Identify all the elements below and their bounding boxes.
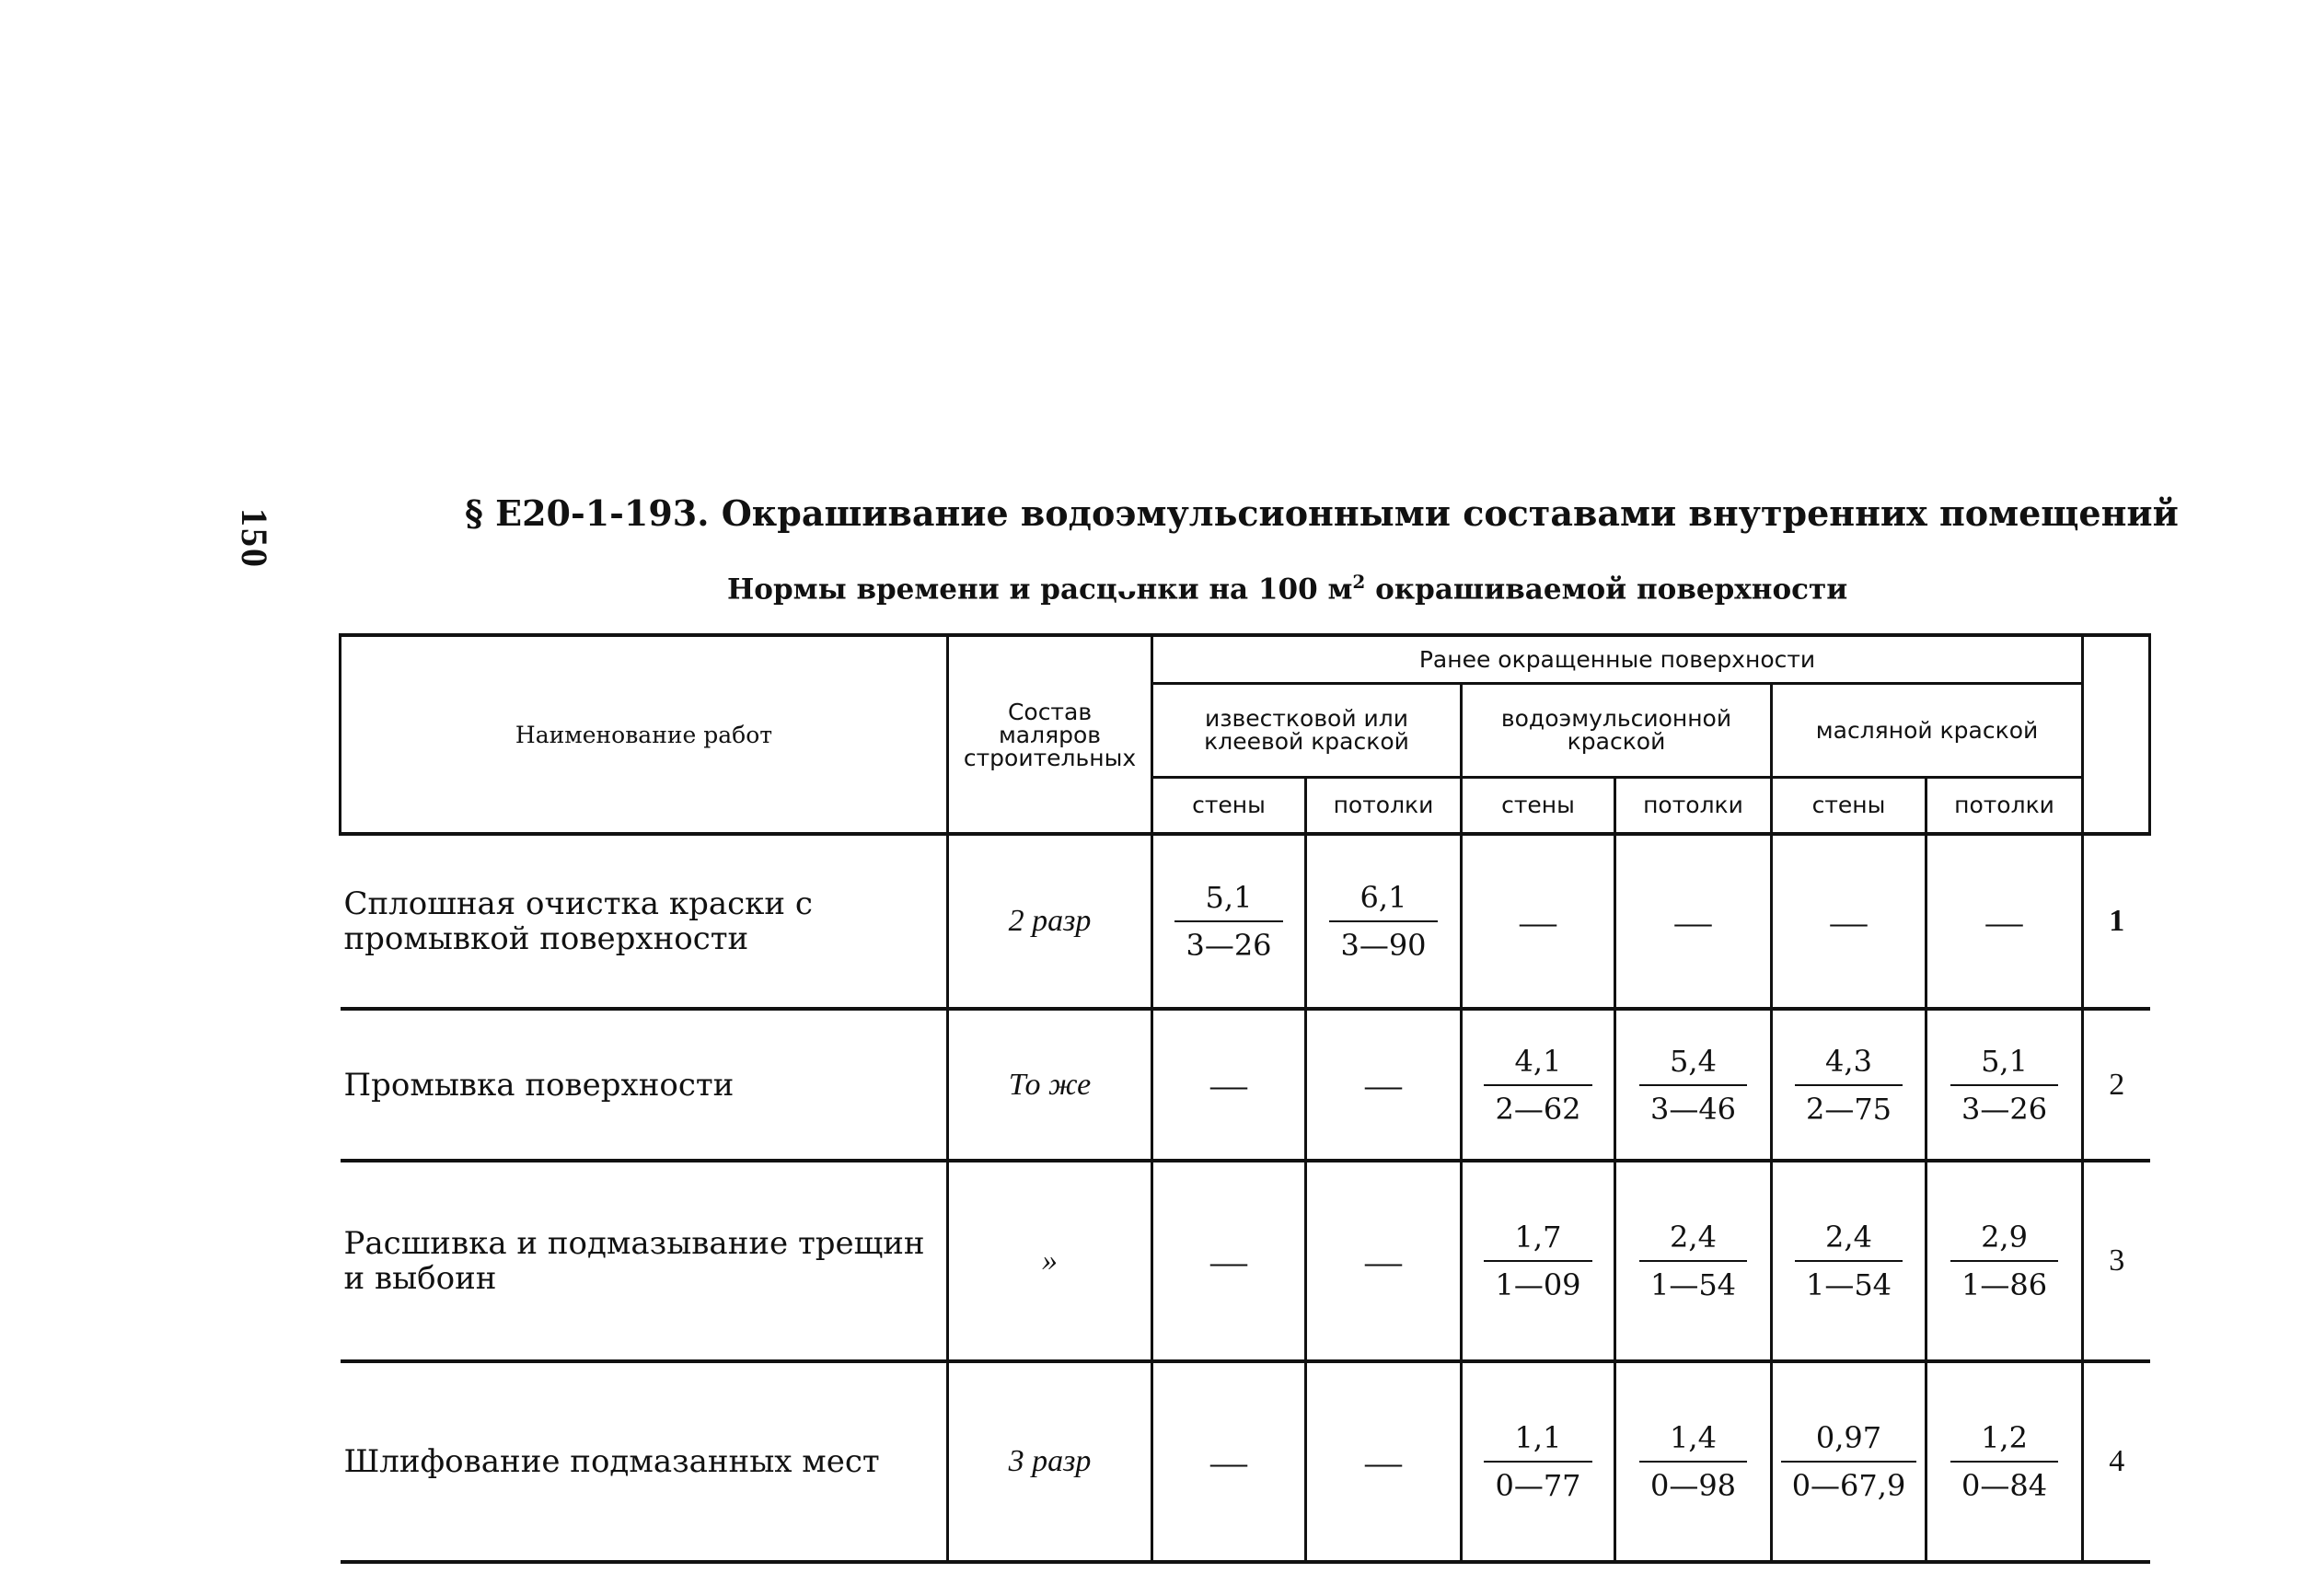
rate-fraction [1639,1044,1747,1127]
header-crew-label: Состав маляров строительных [963,698,1137,771]
value-cell [1615,1361,1772,1562]
rate-fraction [1484,1420,1591,1503]
rate-price: 3—26 [1961,1091,2048,1127]
header-ceilings: потолки [1926,777,2083,834]
rate-fraction [1950,1044,2058,1127]
header-group-water: водоэмульсионной краской [1462,683,1772,777]
header-ceilings: потолки [1306,777,1462,834]
subtitle-post: окрашиваемой поверхности [1365,572,1848,607]
work-name-cell: Промывка поверхности [341,1009,948,1161]
value-cell [1615,1009,1772,1161]
section-title: § Е20-1-193. Окрашивание водоэмульсионными составами внутренних помещений [465,492,2179,534]
rate-fraction [1950,1220,2058,1302]
time-norm: 1,4 [1639,1420,1747,1463]
row-number: 4 [2083,1361,2150,1562]
rate-price: 1—09 [1495,1267,1581,1302]
rate-fraction [1795,1220,1903,1302]
time-norm: 6,1 [1329,880,1437,922]
rate-price: 1—86 [1961,1267,2048,1302]
empty-value-cell: — [1152,1161,1306,1361]
header-walls: стены [1772,777,1926,834]
crew-cell: » [948,1161,1152,1361]
empty-value-cell: — [1772,834,1926,1009]
rate-price: 0—77 [1495,1468,1581,1503]
value-cell [1772,1361,1926,1562]
value-cell [1926,1161,2083,1361]
time-norm: 2,4 [1639,1220,1747,1262]
value-cell [1926,1009,2083,1161]
empty-value-cell: — [1152,1009,1306,1161]
time-norm: 2,4 [1795,1220,1903,1262]
empty-value-cell: — [1462,834,1615,1009]
value-cell [1462,1361,1615,1562]
value-cell [1772,1161,1926,1361]
value-cell [1306,834,1462,1009]
value-cell [1462,1161,1615,1361]
time-norm: 5,1 [1174,880,1282,922]
rate-fraction [1639,1220,1747,1302]
header-number-col [2083,635,2150,834]
value-cell [1615,1161,1772,1361]
header-ceilings: потолки [1615,777,1772,834]
crew-cell: То же [948,1009,1152,1161]
rate-price: 0—98 [1649,1468,1737,1503]
row-number: 3 [2083,1161,2150,1361]
header-work-name-label: Наименование работ [515,721,773,748]
rate-price: 1—54 [1649,1267,1737,1302]
rate-price: 3—90 [1340,928,1427,963]
header-work-name [341,635,948,834]
rate-price: 3—26 [1186,928,1272,963]
rate-price: 2—75 [1805,1091,1892,1127]
time-norm: 5,1 [1950,1044,2058,1086]
time-norm: 4,3 [1795,1044,1903,1086]
rate-price: 1—54 [1805,1267,1892,1302]
rate-fraction [1174,880,1282,963]
value-cell [1462,1009,1615,1161]
row-number: 1 [2083,834,2150,1009]
empty-value-cell: — [1306,1161,1462,1361]
rate-fraction [1484,1044,1591,1127]
crew-cell: 2 разр [948,834,1152,1009]
time-norm: 1,2 [1950,1420,2058,1463]
header-crew [948,635,1152,834]
time-norm: 1,1 [1484,1420,1591,1463]
rate-price: 2—62 [1495,1091,1581,1127]
time-norm: 1,7 [1484,1220,1591,1262]
empty-value-cell: — [1306,1009,1462,1161]
table-row [341,834,2150,1009]
norms-table [339,633,2151,1564]
table-row [341,1161,2150,1361]
header-walls: стены [1462,777,1615,834]
header-group-oil: масляной краской [1772,683,2083,777]
subtitle-pre: Нормы времени и расцᴗнки на 100 м [727,572,1353,607]
header-group-lime: известковой или клеевой краской [1152,683,1462,777]
row-number: 2 [2083,1009,2150,1161]
page-number: 150 [234,508,275,569]
work-name-cell: Сплошная очистка краски с промывкой поверхности [341,834,948,1009]
rate-fraction [1950,1420,2058,1503]
time-norm: 4,1 [1484,1044,1591,1086]
subtitle-sup: 2 [1352,571,1366,593]
time-norm: 0,97 [1781,1420,1917,1463]
time-norm: 2,9 [1950,1220,2058,1262]
value-cell [1772,1009,1926,1161]
work-name-cell: Шлифование подмазанных мест [341,1361,948,1562]
empty-value-cell: — [1615,834,1772,1009]
table-row [341,1361,2150,1562]
empty-value-cell: — [1306,1361,1462,1562]
time-norm: 5,4 [1639,1044,1747,1086]
empty-value-cell: — [1926,834,2083,1009]
work-name-cell: Расшивка и подмазывание трещин и выбоин [341,1161,948,1361]
empty-value-cell: — [1152,1361,1306,1562]
crew-cell: 3 разр [948,1361,1152,1562]
rate-fraction [1484,1220,1591,1302]
table-row [341,1009,2150,1161]
header-walls: стены [1152,777,1306,834]
rate-price: 0—84 [1961,1468,2048,1503]
rate-fraction [1795,1044,1903,1127]
value-cell [1926,1361,2083,1562]
header-previously-painted: Ранее окращенные поверхности [1152,635,2083,683]
rate-fraction [1781,1420,1917,1503]
rate-fraction [1639,1420,1747,1503]
table-subtitle [727,571,1847,606]
value-cell [1152,834,1306,1009]
rate-fraction [1329,880,1437,963]
rate-price: 3—46 [1649,1091,1737,1127]
rate-price: 0—67,9 [1791,1468,1906,1503]
